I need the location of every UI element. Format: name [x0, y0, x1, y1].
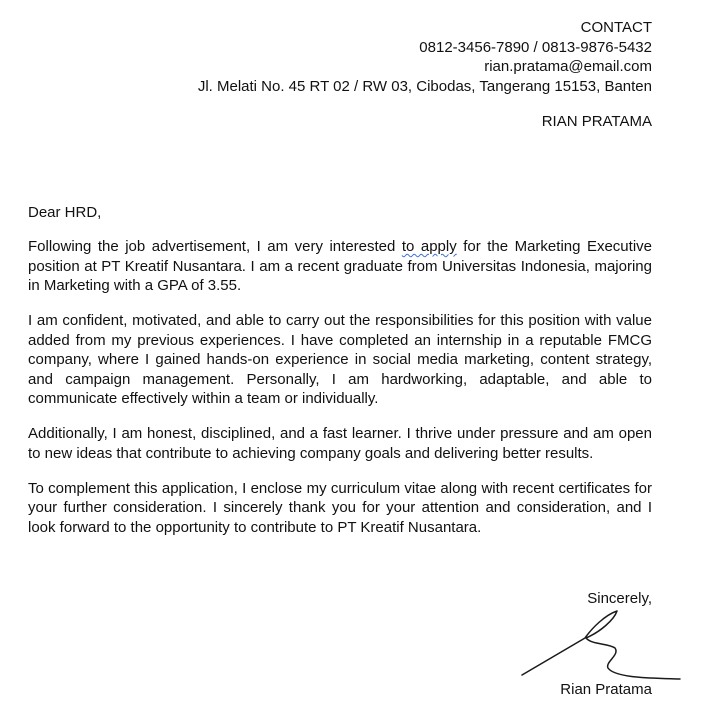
salutation: Dear HRD, [28, 204, 102, 221]
contact-address: Jl. Melati No. 45 RT 02 / RW 03, Cibodas, Tangerang 15153, Banten [197, 77, 652, 95]
closing: Sincerely, [587, 590, 652, 607]
contact-phones: 0812-3456-7890 / 0813-9876-5432 [419, 38, 652, 56]
letter-body [28, 237, 652, 553]
paragraph-text: for the Marketing Executive position at PT Kreatif Nusantara. I am a recent graduate from Universitas Indonesia, majoring in Marketing with a GPA of 3.55. [28, 238, 652, 294]
signer-name: Rian Pratama [560, 681, 652, 698]
paragraph-text: Following the job advertisement, I am very interested [28, 238, 402, 255]
contact-block [198, 18, 652, 96]
sender-name: RIAN PRATAMA [541, 113, 652, 130]
paragraph-1 [28, 237, 652, 296]
paragraph-4: To complement this application, I enclose my curriculum vitae along with recent certificates for your further consideration. I sincerely thank you for your attention and consideration, and I look forward to the opportunity to contribute to PT Kreatif Nusantara. [28, 479, 652, 536]
grammar-suggestion[interactable]: to apply [401, 238, 457, 255]
contact-email: rian.pratama@email.com [484, 58, 652, 75]
paragraph-2: I am confident, motivated, and able to carry out the responsibilities for this position with value added from my previous experiences. I have completed an internship in a reputable FMCG company, where I gained hands-on experience in social media marketing, content strategy, and campaign management. Personally, I am hardworking, adaptable, and able to communicate effectively within a team or individually. [28, 312, 652, 407]
contact-label: CONTACT [580, 19, 652, 36]
paragraph-3: Additionally, I am honest, disciplined, and a fast learner. I thrive under pressure and am open to new ideas that contribute to achieving company goals and delivering better results. [28, 425, 652, 462]
